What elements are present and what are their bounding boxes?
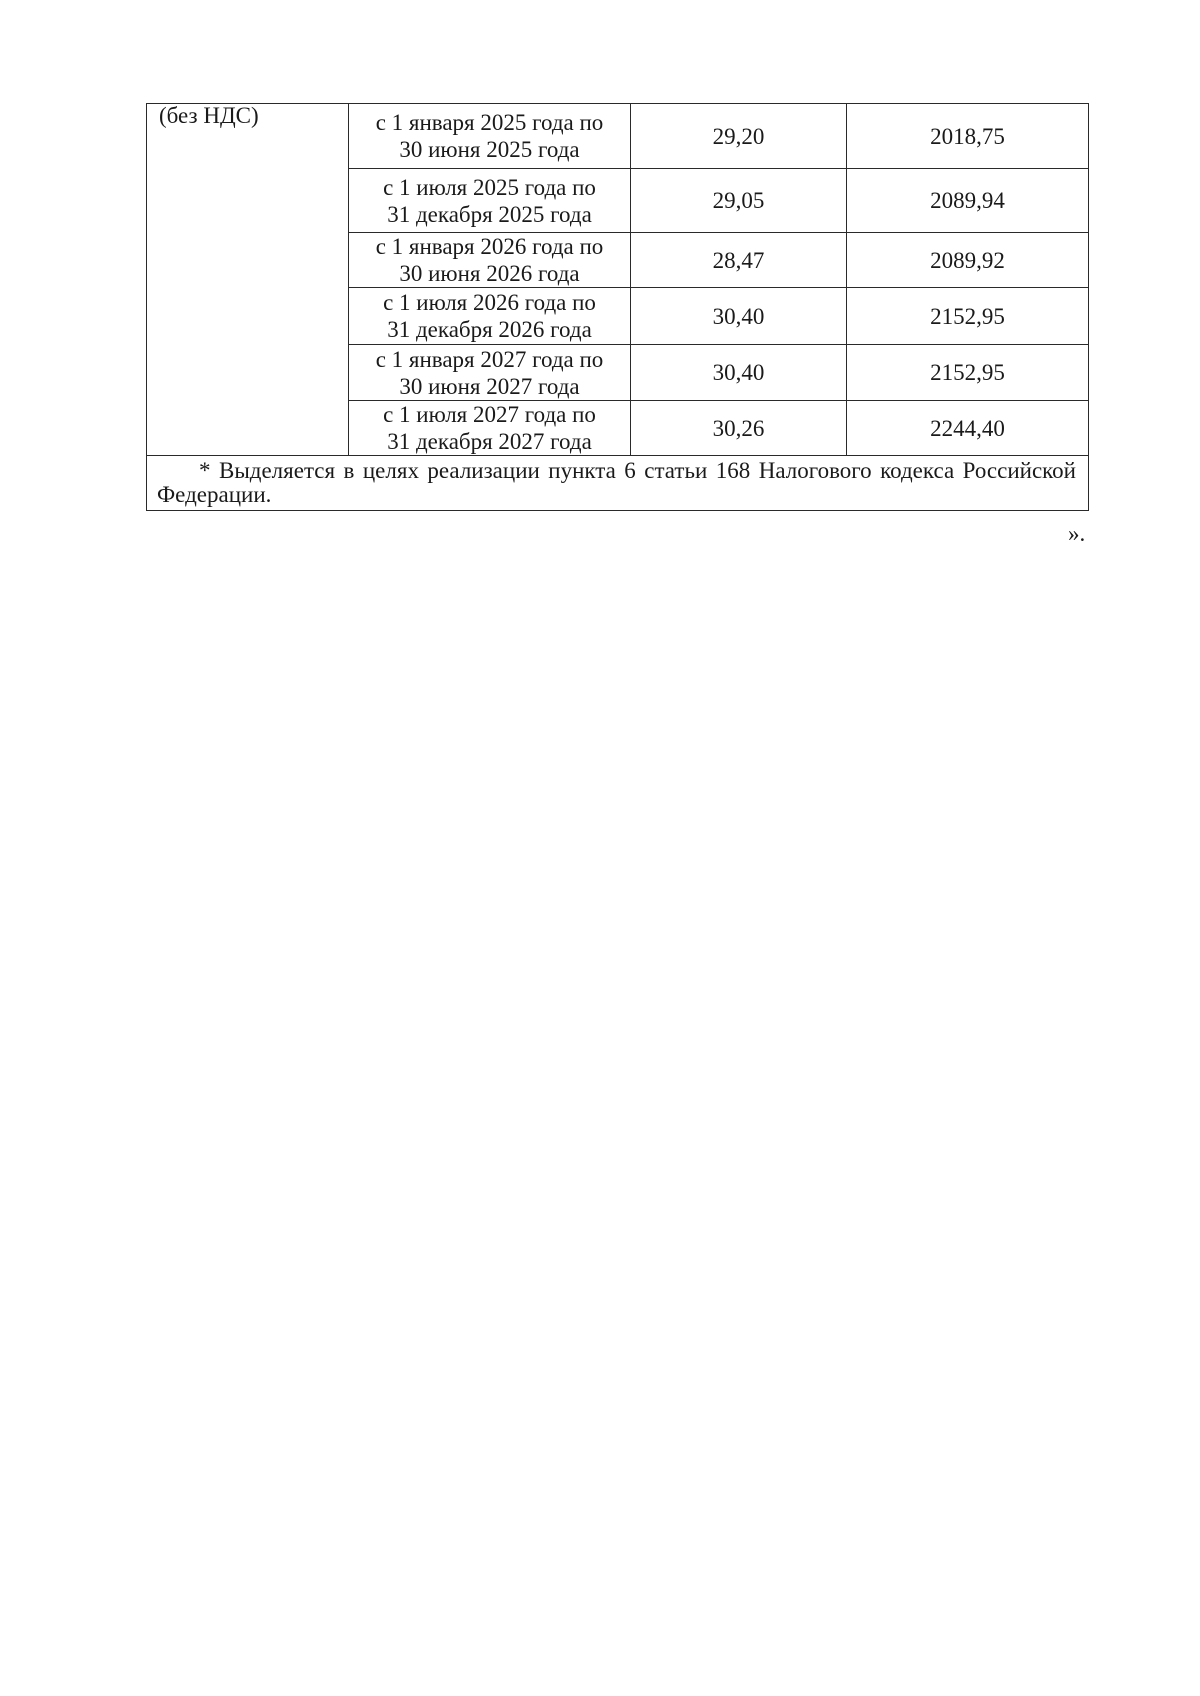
period-line-1: с 1 января 2027 года по [375, 346, 604, 372]
period-line-2: 30 июня 2026 года [399, 261, 580, 286]
value-a-cell: 28,47 [631, 233, 847, 288]
value-b-cell: 2152,95 [847, 345, 1089, 401]
period-cell [349, 401, 631, 456]
period-cell [349, 169, 631, 233]
footnote-cell [147, 456, 1089, 511]
period-line-2: 30 июня 2027 года [399, 373, 580, 399]
tariff-table [146, 103, 1089, 511]
period-line-2: 31 декабря 2025 года [387, 201, 592, 227]
value-b-cell: 2152,95 [847, 288, 1089, 345]
value-b-cell: 2018,75 [847, 104, 1089, 169]
value-b-cell: 2089,94 [847, 169, 1089, 233]
value-a-cell: 30,40 [631, 345, 847, 401]
closing-quote-mark: ». [1068, 521, 1086, 546]
period-cell [349, 288, 631, 345]
period-cell [349, 345, 631, 401]
period-line-2: 31 декабря 2027 года [387, 429, 592, 454]
period-line-1: с 1 июля 2025 года по [383, 174, 596, 200]
period-line-1: с 1 июля 2027 года по [383, 402, 596, 427]
period-cell [349, 104, 631, 169]
tariff-label: (без НДС) [159, 103, 259, 128]
value-b-cell: 2244,40 [847, 401, 1089, 456]
value-a-cell: 29,05 [631, 169, 847, 233]
period-line-1: с 1 января 2026 года по [375, 234, 604, 259]
value-a-cell: 30,26 [631, 401, 847, 456]
value-a-cell: 29,20 [631, 104, 847, 169]
value-a-cell: 30,40 [631, 288, 847, 345]
footnote-text: * Выделяется в целях реализации пункта 6 статьи 168 Налогового кодекса Российской Федерации. [157, 458, 1076, 507]
period-line-1: с 1 июля 2026 года по [383, 290, 596, 315]
period-line-1: с 1 января 2025 года по [375, 110, 604, 135]
footnote-row [147, 456, 1089, 511]
tariff-label-cell [147, 104, 349, 456]
value-b-cell: 2089,92 [847, 233, 1089, 288]
table-row [147, 104, 1089, 169]
period-line-2: 31 декабря 2026 года [387, 317, 592, 342]
period-line-2: 30 июня 2025 года [399, 137, 580, 162]
period-cell [349, 233, 631, 288]
